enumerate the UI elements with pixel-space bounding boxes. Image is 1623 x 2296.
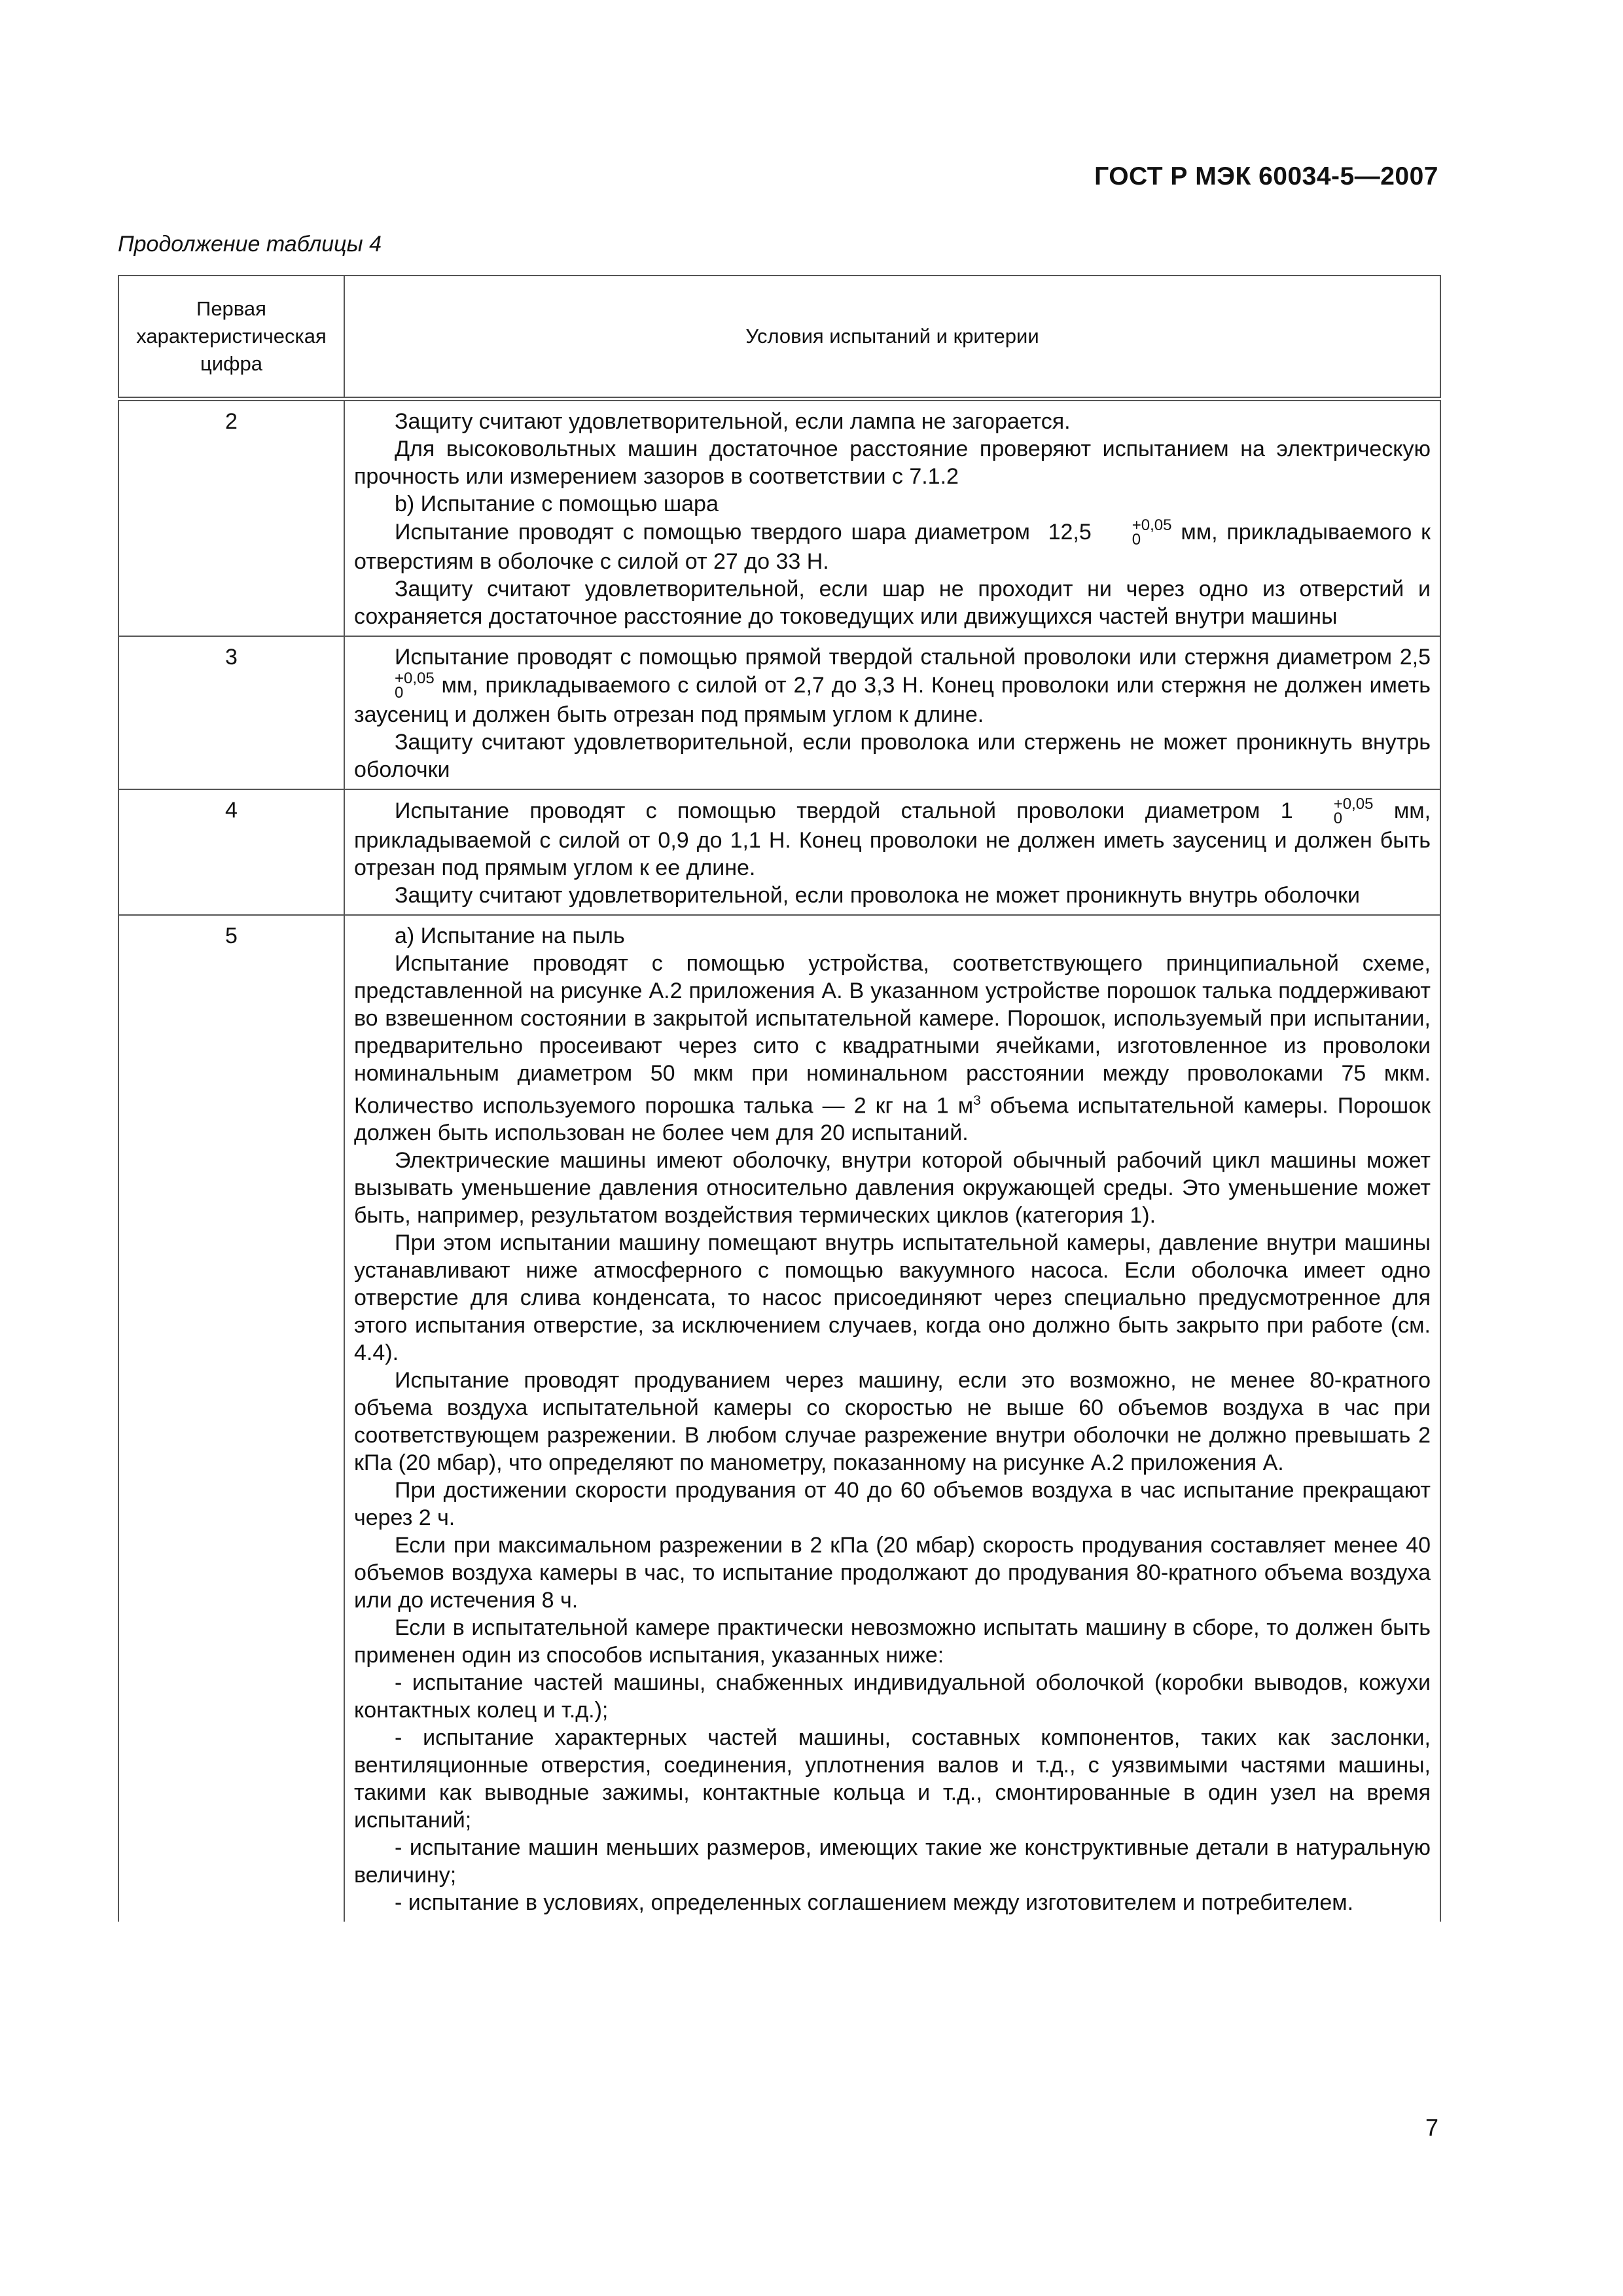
col-header-conditions: Условия испытаний и критерии — [344, 276, 1440, 399]
tolerance-lower: 0 — [1333, 810, 1343, 827]
page-number: 7 — [1425, 2114, 1438, 2141]
tolerance-lower: 0 — [395, 684, 404, 702]
text-segment: Испытание проводят с помощью прямой твердой стальной проволоки или стержня диаметром — [395, 645, 1393, 670]
row-digit: 4 — [118, 789, 344, 915]
row-conditions — [344, 789, 1440, 915]
list-item: - испытание в условиях, определенных соглашением между изготовителем и потребителем. — [395, 1890, 1354, 1916]
table-row — [118, 636, 1440, 789]
paragraph: Для высоковольтных машин достаточное расстояние проверяют испытанием на электрическую прочность или измерением зазоров в соответствии с 7.1.2 — [354, 437, 1431, 489]
paragraph: При этом испытании машину помещают внутрь испытательной камеры, давление внутри машины устанавливают ниже атмосферного с помощью вакуумного насоса. Если оболочка имеет одно отверстие для слива конденсата, то насос присоединяют через специально предусмотренное для этого испытания отверстие, за исключением случаев, когда оно должно быть закрыто при работе (см. 4.4). — [354, 1230, 1431, 1366]
table-caption: Продолжение таблицы 4 — [118, 232, 382, 257]
list-item: - испытание характерных частей машины, составных компонентов, таких как заслонки, вентиляционные отверстия, соединения, уплотнения валов и т.д., с уязвимыми частями машины, такими как выводные зажимы, контактные кольца и т.д., смонтированные в один узел на время испытаний; — [354, 1725, 1431, 1833]
list-item: - испытание частей машины, снабженных индивидуальной оболочкой (коробки выводов, кожухи контактных колец и т.д.); — [354, 1670, 1431, 1723]
row-conditions — [344, 399, 1440, 637]
tolerance — [1092, 518, 1172, 548]
paragraph: Испытание проводят продуванием через машину, если это возможно, не менее 80-кратного объема воздуха испытательной камеры со скоростью не выше 60 объемов воздуха в час при соответствующем разрежении. В любом случае разрежение внутри оболочки не должно превышать 2 кПа (20 мбар), что определяют по манометру, показанному на рисунке А.2 приложения А. — [354, 1368, 1431, 1476]
document-header: ГОСТ Р МЭК 60034-5—2007 — [1094, 162, 1438, 190]
table-row — [118, 915, 1440, 1922]
paragraph: Защиту считают удовлетворительной, если проволока не может проникнуть внутрь оболочки — [395, 883, 1360, 908]
text-segment: мм, прикладываемого к отверстиям в оболочке с силой от 27 до 33 Н. — [354, 520, 1431, 574]
tolerance-upper: +0,05 — [1132, 516, 1172, 534]
col-header-digit: Первая характеристическая цифра — [118, 276, 344, 399]
test-conditions-table — [118, 275, 1441, 1922]
paragraph — [354, 797, 1431, 882]
paragraph — [354, 950, 1431, 1147]
paragraph: Защиту считают удовлетворительной, если лампа не загорается. — [395, 409, 1071, 434]
paragraph: b) Испытание с помощью шара — [395, 492, 719, 516]
text-segment: Испытание проводят с помощью твердого шара диаметром — [395, 520, 1030, 545]
paragraph — [354, 643, 1431, 728]
text-segment: Испытание проводят с помощью твердой стальной проволоки диаметром — [395, 798, 1260, 823]
text-segment: объема испытательной камеры. Порошок должен быть использован не более чем для 20 испытаний. — [354, 1093, 1431, 1146]
text-segment: мм, прикладываемой с силой от 0,9 до 1,1 Н. Конец проволоки не должен иметь заусениц и должен быть отрезан под прямым углом к ее длине. — [354, 798, 1431, 880]
paragraph: Электрические машины имеют оболочку, внутри которой обычный рабочий цикл машины может вызывать уменьшение давления относительно давления окружающей среды. Это уменьшение может быть, например, результатом воздействия термических циклов (категория 1). — [354, 1148, 1431, 1229]
row-conditions — [344, 915, 1440, 1922]
dimension-value: 2,5 — [1399, 645, 1431, 670]
table-header-row — [118, 276, 1440, 399]
table-row — [118, 399, 1440, 637]
tolerance-upper: +0,05 — [395, 670, 435, 687]
dimension-value: 12,5 — [1048, 520, 1092, 545]
paragraph: Защиту считают удовлетворительной, если проволока или стержень не может проникнуть внутрь оболочки — [354, 730, 1431, 782]
tolerance-upper: +0,05 — [1333, 795, 1374, 813]
list-item: - испытание машин меньших размеров, имеющих такие же конструктивные детали в натуральную величину; — [354, 1835, 1431, 1888]
table-row — [118, 789, 1440, 915]
paragraph: Защиту считают удовлетворительной, если шар не проходит ни через одно из отверстий и сохраняется достаточное расстояние до токоведущих или движущихся частей внутри машины — [354, 577, 1431, 629]
paragraph — [354, 518, 1431, 575]
text-segment: мм, прикладываемого с силой от 2,7 до 3,3 Н. Конец проволоки или стержня не должен иметь заусениц и должен быть отрезан под прямым углом к длине. — [354, 673, 1431, 727]
row-conditions — [344, 636, 1440, 789]
paragraph: Если в испытательной камере практически невозможно испытать машину в сборе, то должен быть применен один из способов испытания, указанных ниже: — [354, 1615, 1431, 1668]
row-digit: 2 — [118, 399, 344, 637]
paragraph: а) Испытание на пыль — [395, 924, 625, 948]
tolerance-lower: 0 — [1132, 531, 1141, 548]
tolerance — [1293, 797, 1374, 827]
tolerance — [354, 671, 435, 701]
superscript: 3 — [973, 1093, 981, 1108]
row-digit: 5 — [118, 915, 344, 1922]
dimension-value: 1 — [1280, 798, 1293, 823]
row-digit: 3 — [118, 636, 344, 789]
text-segment: Испытание проводят с помощью устройства, соответствующего принципиальной схеме, представленной на рисунке А.2 приложения А. В указанном устройстве порошок талька поддерживают во взвешенном состоянии в закрытой испытательной камере. Порошок, используемый при испытании, предварительно просеивают через сито с квадратными ячейками, изготовленное из проволоки номинальным диаметром 50 мкм при номинальном расстоянии между проволоками 75 мкм. Количество используемого порошка талька — 2 кг на 1 м — [354, 951, 1431, 1119]
paragraph: При достижении скорости продувания от 40 до 60 объемов воздуха в час испытание прекращают через 2 ч. — [354, 1478, 1431, 1531]
paragraph: Если при максимальном разрежении в 2 кПа (20 мбар) скорость продувания составляет менее 40 объемов воздуха камеры в час, то испытание продолжают до продувания 80-кратного объема воздуха или до истечения 8 ч. — [354, 1533, 1431, 1613]
